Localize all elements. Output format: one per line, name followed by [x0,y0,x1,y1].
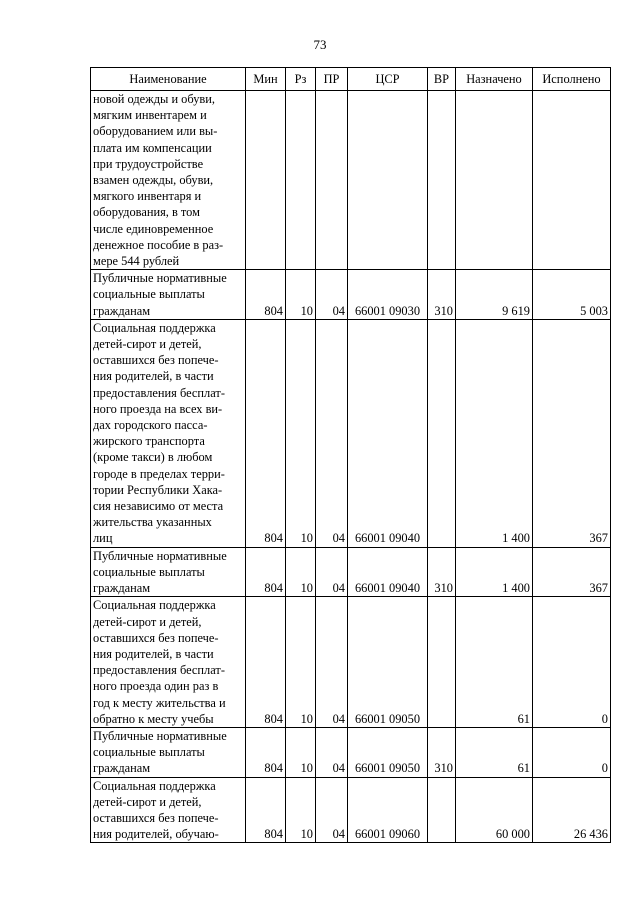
row-assigned: 1 400 [456,547,533,597]
row-vr: 310 [428,547,456,597]
row-csr [348,91,428,270]
row-min: 804 [246,270,286,320]
row-csr: 66001 09050 [348,597,428,728]
row-rz: 10 [286,727,316,777]
header-executed: Исполнено [533,68,611,91]
page-number: 73 [313,37,327,52]
row-assigned: 61 [456,597,533,728]
header-csr: ЦСР [348,68,428,91]
row-name: Социальная поддержка детей-сирот и детей, оставшихся без попече- ния родителей, в части предоставления бесплат- ного проезда один раз в год к месту жительства и обратно к месту учебы [91,597,246,728]
row-csr: 66001 09050 [348,727,428,777]
row-min: 804 [246,547,286,597]
row-assigned [456,91,533,270]
row-rz: 10 [286,547,316,597]
row-min: 804 [246,727,286,777]
row-min [246,91,286,270]
row-min: 804 [246,597,286,728]
row-pr: 04 [316,777,348,843]
table-row [91,777,611,843]
table-row [91,91,611,270]
row-assigned: 1 400 [456,319,533,547]
row-executed: 0 [533,727,611,777]
row-name: Социальная поддержка детей-сирот и детей, оставшихся без попече- ния родителей, в части предоставления бесплат- ного проезда на всех ви- дах городского пасса- жирского транспорта (кроме такси) в любом городе в пределах терри- тории Республики Хака- сия независимо от места жительства указанных лиц [91,319,246,547]
table-row [91,727,611,777]
row-pr: 04 [316,727,348,777]
row-name: Публичные нормативные социальные выплаты гражданам [91,547,246,597]
row-rz: 10 [286,777,316,843]
row-pr [316,91,348,270]
row-name: Публичные нормативные социальные выплаты гражданам [91,270,246,320]
header-pr: ПР [316,68,348,91]
row-csr: 66001 09040 [348,319,428,547]
header-min: Мин [246,68,286,91]
row-executed: 367 [533,319,611,547]
row-pr: 04 [316,270,348,320]
row-csr: 66001 09030 [348,270,428,320]
row-min: 804 [246,319,286,547]
header-name: Наименование [91,68,246,91]
header-vr: ВР [428,68,456,91]
row-executed: 367 [533,547,611,597]
row-vr: 310 [428,727,456,777]
row-min: 804 [246,777,286,843]
row-executed [533,91,611,270]
row-assigned: 9 619 [456,270,533,320]
row-csr: 66001 09060 [348,777,428,843]
row-pr: 04 [316,319,348,547]
row-rz: 10 [286,270,316,320]
row-vr [428,319,456,547]
row-pr: 04 [316,547,348,597]
table-row [91,270,611,320]
row-name: Социальная поддержка детей-сирот и детей, оставшихся без попече- ния родителей, обучаю- [91,777,246,843]
row-vr [428,777,456,843]
row-executed: 0 [533,597,611,728]
row-rz [286,91,316,270]
row-rz: 10 [286,597,316,728]
row-vr [428,597,456,728]
row-csr: 66001 09040 [348,547,428,597]
row-vr: 310 [428,270,456,320]
row-assigned: 60 000 [456,777,533,843]
row-executed: 26 436 [533,777,611,843]
row-executed: 5 003 [533,270,611,320]
header-assigned: Назначено [456,68,533,91]
row-assigned: 61 [456,727,533,777]
row-pr: 04 [316,597,348,728]
budget-table [90,67,611,843]
row-rz: 10 [286,319,316,547]
header-rz: Рз [286,68,316,91]
row-vr [428,91,456,270]
table-row [91,597,611,728]
row-name: новой одежды и обуви, мягким инвентарем и оборудованием или вы- плата им компенсации при трудоустройстве взамен одежды, обуви, мягкого инвентаря и оборудования, в том числе единовременное денежное пособие в раз- мере 544 рублей [91,91,246,270]
header-row [91,68,611,91]
table-row [91,547,611,597]
row-name: Публичные нормативные социальные выплаты гражданам [91,727,246,777]
table-row [91,319,611,547]
